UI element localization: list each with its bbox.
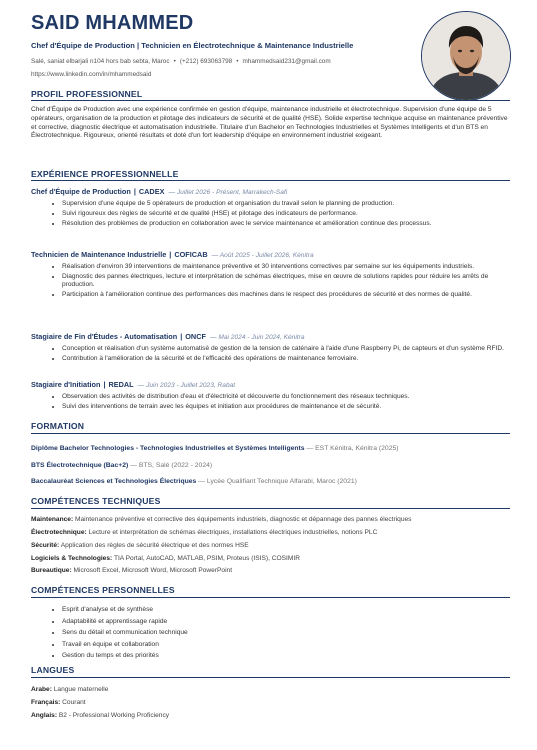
skill-label: Logiciels & Technologies: (31, 555, 113, 562)
job-bullet: • Conception et réalisation d'un système automatisé de gestion de la tension de caténaire à l'aide d'une Raspberry Pi, de capteurs et d'un système RFID. (62, 345, 517, 353)
separator-bar: | (169, 250, 172, 259)
job-bullets (48, 345, 517, 365)
personal-skill-item: • Esprit d'analyse et de synthèse (62, 604, 517, 616)
degree-name: BTS Électrotechnique (Bac+2) (31, 462, 129, 469)
job-header (31, 250, 314, 259)
job-role: Stagiaire d'Initiation (31, 380, 101, 389)
job-header (31, 187, 287, 196)
skill-value: Application des règles de sécurité électrique et des normes HSE (60, 542, 249, 549)
degree-school: — Lycée Qualifiant Technique Alfarabi, Maroc (2021) (198, 478, 357, 485)
skill-row (31, 555, 300, 562)
personal-skill-item: • Sens du détail et communication technique (62, 627, 517, 639)
section-divider (31, 597, 510, 598)
personal-skill-item: • Travail en équipe et collaboration (62, 639, 517, 651)
profile-summary: Chef d'Équipe de Production avec une expérience confirmée en gestion d'équipe, maintenance industrielle et électrotechnique. Supervision d'une équipe de 5 opérateurs, organisation de la production et pilotage des indicateurs de sécurité et de qualité (HSE). Solide expertise technique acquise en maintenance préventive et corrective, diagnostic électrique et automatisation industrielle. Titulaire d'un Bachelor en Technologies Industrielles et Systèmes Intelligents et d'un BTS en Électrotechnique. Rigoureux, orienté résultats et doté d'un fort leadership d'équipe en environnement industriel exigeant. (31, 106, 508, 140)
section-title-education: FORMATION (31, 421, 85, 431)
portrait-image (422, 12, 510, 100)
skill-label: Électrotechnique: (31, 529, 87, 536)
profile-photo (421, 11, 511, 101)
degree-name: Diplôme Bachelor Technologies - Technologies Industrielles et Systèmes Intelligents (31, 445, 305, 452)
skill-label: Bureautique: (31, 567, 72, 574)
job-bullet: • Diagnostic des pannes électriques, lecture et interprétation de schémas électriques, mise en œuvre de solutions rapides pour réduire les arrêts de production. (62, 273, 517, 290)
separator-bar: | (133, 187, 136, 196)
job-meta: — Août 2025 - Juillet 2026, Kénitra (211, 252, 314, 259)
job-company: REDAL (108, 380, 134, 389)
section-title-personal-skills: COMPÉTENCES PERSONNELLES (31, 585, 175, 595)
education-item (31, 462, 212, 469)
skill-value: Microsoft Excel, Microsoft Word, Microsoft PowerPoint (73, 567, 233, 574)
skill-value: Maintenance préventive et corrective des équipements industriels, diagnostic et dépannage des pannes électriques (74, 516, 412, 523)
personal-skill-item: • Adaptabilité et apprentissage rapide (62, 616, 517, 628)
job-role: Technicien de Maintenance Industrielle (31, 250, 167, 259)
contact-line (31, 58, 331, 65)
separator-dot: • (173, 58, 176, 65)
section-divider (31, 508, 510, 509)
job-meta: — Juillet 2026 - Présent, Marrakech-Safi (168, 189, 288, 196)
job-bullet: • Suivi rigoureux des règles de sécurité et de qualité (HSE) et pilotage des indicateurs de performance. (62, 210, 517, 218)
language-row (31, 712, 169, 719)
section-title-languages: LANGUES (31, 665, 75, 675)
candidate-tagline: Chef d'Équipe de Production | Technicien en Électrotechnique & Maintenance Industrielle (31, 41, 354, 50)
skill-row (31, 567, 232, 574)
section-divider (31, 433, 510, 434)
job-header (31, 332, 305, 341)
language-label: Français: (31, 699, 61, 706)
job-company: CADEX (138, 187, 165, 196)
language-label: Arabe: (31, 686, 52, 693)
education-item (31, 478, 357, 485)
email-link[interactable]: mhammedsaid231@gmail.com (242, 58, 331, 65)
language-label: Anglais: (31, 712, 58, 719)
job-role: Chef d'Équipe de Production (31, 187, 131, 196)
candidate-name: SAID MHAMMED (31, 12, 194, 34)
job-bullet: • Réalisation d'environ 39 interventions de maintenance préventive et 30 interventions correctives par semaine sur les équipements industriels. (62, 263, 517, 271)
separator-bar: | (103, 380, 106, 389)
job-role: Stagiaire de Fin d'Études - Automatisation (31, 332, 178, 341)
language-level: B2 - Professional Working Proficiency (58, 712, 170, 719)
degree-school: — EST Kénitra, Kénitra (2025) (306, 445, 399, 452)
section-divider (31, 100, 510, 101)
skill-row (31, 542, 249, 549)
personal-skill-item: • Gestion du temps et des priorités (62, 650, 517, 662)
separator-dot: • (236, 58, 239, 65)
job-meta: — Mai 2024 - Juin 2024, Kénitra (209, 334, 305, 341)
skill-label: Sécurité: (31, 542, 60, 549)
skill-row (31, 516, 411, 523)
section-title-technical-skills: COMPÉTENCES TECHNIQUES (31, 496, 161, 506)
language-row (31, 686, 108, 693)
job-company: COFICAB (174, 250, 208, 259)
job-bullet: • Observation des activités de distribution d'eau et d'électricité et découverte du fonctionnement des réseaux techniques. (62, 393, 517, 401)
section-title-experience: EXPÉRIENCE PROFESSIONNELLE (31, 169, 179, 179)
personal-skills-list (48, 604, 517, 662)
degree-name: Baccalauréat Sciences et Technologies Électriques (31, 478, 197, 485)
job-bullet: • Contribution à l'amélioration de la sécurité et de l'efficacité des opérations de maintenance ferroviaire. (62, 355, 517, 363)
language-level: Courant (62, 699, 86, 706)
separator-bar: | (180, 332, 183, 341)
skill-row (31, 529, 377, 536)
job-bullet: • Résolution des problèmes de production en collaboration avec le service maintenance et amélioration continue des processus. (62, 220, 517, 228)
section-divider (31, 180, 510, 181)
skill-value: Lecture et interprétation de schémas électriques, installations électriques industrielles, notions PLC (88, 529, 378, 536)
skill-value: TIA Portal, AutoCAD, MATLAB, PSIM, Proteus (ISIS), COSIMIR (113, 555, 300, 562)
job-bullet: • Supervision d'une équipe de 5 opérateurs de production et organisation du travail selon le planning de production. (62, 200, 517, 208)
job-bullet: • Suivi des interventions de terrain avec les équipes et initiation aux procédures de maintenance et de sécurité. (62, 403, 517, 411)
language-row (31, 699, 86, 706)
language-level: Langue maternelle (53, 686, 109, 693)
job-bullets (48, 393, 517, 413)
section-divider (31, 677, 510, 678)
job-bullets (48, 263, 517, 301)
linkedin-link[interactable]: https://www.linkedin.com/in/mhammedsaid (31, 71, 152, 78)
section-title-profile: PROFIL PROFESSIONNEL (31, 89, 143, 99)
phone-text: (+212) 693063798 (179, 58, 233, 65)
job-header (31, 380, 235, 389)
address-text: Salé, saniat elbarjali n104 hors bab sebta, Maroc (31, 58, 170, 65)
job-bullet: • Participation à l'amélioration continue des performances des machines dans le respect des procédures de sécurité et des normes de qualité. (62, 291, 517, 299)
education-item (31, 445, 399, 452)
skill-label: Maintenance: (31, 516, 74, 523)
degree-school: — BTS, Salé (2022 - 2024) (130, 462, 213, 469)
job-meta: — Juin 2023 - Juillet 2023, Rabat (137, 382, 236, 389)
job-company: ONCF (185, 332, 206, 341)
job-bullets (48, 200, 517, 230)
